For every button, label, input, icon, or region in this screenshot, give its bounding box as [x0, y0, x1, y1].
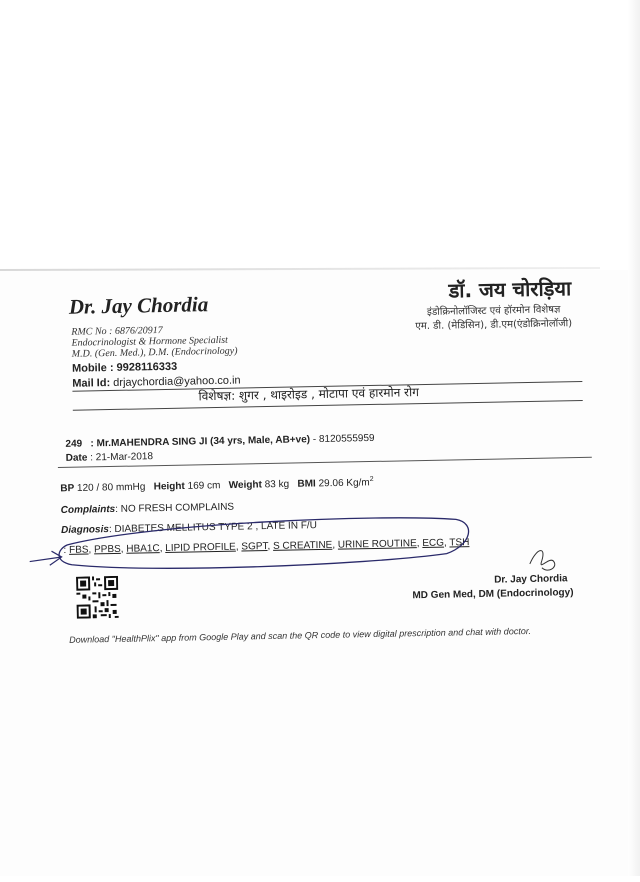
tests-prefix: :: [63, 544, 70, 556]
weight-label: Weight: [228, 479, 262, 492]
weight-value: 83 kg: [264, 478, 290, 491]
signature-scribble: [530, 550, 555, 570]
test-item: HBA1C: [126, 543, 160, 555]
signature-doctor-name: Dr. Jay Chordia: [494, 573, 568, 586]
complaints-label: Complaints: [60, 503, 116, 516]
height-label: Height: [153, 480, 185, 493]
signature-qualification: MD Gen Med, DM (Endocrinology): [412, 587, 574, 602]
test-item: S CREATINE: [272, 539, 333, 552]
doctor-qualification-hindi: एम. डी. (मेडिसिन), डी.एम(एंडोक्रिनोलॉजी): [415, 318, 573, 333]
test-item: URINE ROUTINE: [337, 538, 417, 551]
patient-id: 249: [65, 438, 83, 450]
vitals-line: [60, 476, 374, 494]
mail-label: Mail Id:: [72, 377, 111, 390]
bp-value: 120 / 80 mmHg: [76, 481, 146, 494]
diagnosis-value: : DIABETES MELLITUS TYPE 2 , LATE IN F/U: [108, 520, 317, 536]
bp-label: BP: [60, 483, 75, 495]
diagnosis-label: Diagnosis: [61, 524, 110, 536]
tests-line: : FBS, PPBS, HBA1C, LIPID PROFILE, SGPT, S CREATINE, URINE ROUTINE, ECG, TSH: [63, 537, 470, 556]
complaints-value: : NO FRESH COMPLAINS: [115, 501, 235, 515]
test-item: TSH: [449, 537, 470, 549]
doctor-name-hindi: डॉ. जय चोरड़िया: [448, 276, 572, 303]
test-item: LIPID PROFILE: [165, 541, 236, 554]
bmi-value: 29.06 Kg/m: [318, 477, 370, 490]
date-value: : 21-Mar-2018: [90, 451, 154, 464]
qr-code: [76, 576, 119, 619]
doctor-name: Dr. Jay Chordia: [68, 292, 209, 319]
date-label: Date: [65, 452, 88, 464]
date-line: [66, 451, 153, 464]
bmi-superscript: 2: [369, 475, 374, 484]
height-value: 169 cm: [187, 480, 221, 492]
patient-details: : Mr.MAHENDRA SING JI (34 yrs, Male, AB+ve): [90, 434, 311, 450]
mobile-line: [72, 361, 177, 375]
test-item: SGPT: [241, 541, 268, 553]
doctor-qualification: M.D. (Gen. Med.), D.M. (Endocrinology): [71, 345, 238, 360]
mobile-label: Mobile :: [71, 361, 114, 375]
doctor-specialty-hindi: इंडोक्रिनोलॉजिस्ट एवं हॉरमोन विशेषज्ञ: [426, 304, 561, 318]
doctor-specialty: Endocrinologist & Hormone Specialist: [71, 334, 228, 349]
complaints-line: [61, 502, 235, 516]
rmc-number: RMC No : 6876/20917: [71, 324, 163, 338]
test-item: ECG: [422, 537, 445, 550]
diagnosis-line: [61, 520, 317, 536]
patient-phone: - 8120555959: [309, 432, 375, 446]
mail-address: drjaychordia@yahoo.co.in: [113, 374, 241, 389]
test-item: PPBS: [93, 543, 121, 556]
test-item: FBS: [68, 544, 89, 556]
bmi-label: BMI: [297, 478, 316, 490]
patient-line: [65, 433, 374, 450]
arrow-annotation: [30, 551, 62, 566]
expertise-hindi: विशेषज्ञ: शुगर , थाइरोइड , मोटापा एवं हारमोन रोग: [198, 385, 420, 404]
download-app-note: Download "HealthPlix" app from Google Play and scan the QR code to view digital prescription and chat with doctor.: [69, 625, 532, 645]
mobile-number: 9928116333: [116, 360, 178, 374]
